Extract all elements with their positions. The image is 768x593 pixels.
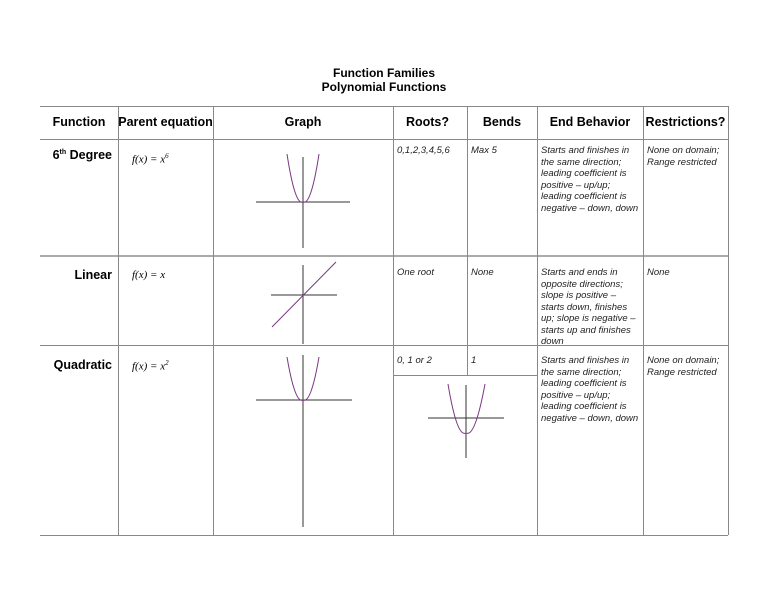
bends-value: Max 5	[471, 145, 497, 156]
header-roots: Roots?	[405, 115, 449, 129]
document-title: Function Families	[332, 66, 435, 80]
exponent: 2	[165, 359, 169, 367]
linear-graph	[271, 262, 337, 344]
header-restrictions: Restrictions?	[645, 115, 726, 129]
equation-text: f(x) = x	[132, 360, 166, 373]
document-subtitle: Polynomial Functions	[321, 80, 447, 94]
restrictions-text: None on domain; Range restricted	[647, 355, 720, 378]
bends-value: 1	[471, 355, 477, 366]
header-bends: Bends	[482, 115, 522, 129]
roots-value: One root	[397, 267, 434, 278]
header-parent-equation: Parent equation	[118, 115, 213, 129]
function-degree: 6	[52, 148, 60, 162]
function-name: Linear	[74, 268, 112, 282]
superscript: th	[59, 148, 67, 156]
roots-value: 0, 1 or 2	[397, 355, 432, 366]
shifted-quadratic-graph	[428, 384, 504, 458]
quadratic-graph	[256, 355, 352, 527]
header-function: Function	[52, 115, 106, 129]
equation-text: f(x) = x	[132, 153, 166, 166]
function-name: Quadratic	[53, 358, 112, 372]
roots-value: 0,1,2,3,4,5,6	[397, 145, 450, 156]
restrictions-text: None on domain; Range restricted	[647, 145, 720, 168]
header-graph: Graph	[284, 115, 322, 129]
sixth-degree-graph	[256, 154, 350, 248]
end-behavior-text: Starts and finishes in the same direction; leading coefficient is positive – up/up; leading coefficient is negative – down, down	[541, 145, 639, 214]
header-end-behavior: End Behavior	[549, 115, 631, 129]
end-behavior-text: Starts and ends in opposite directions; slope is positive – starts down, finishes up; slope is negative – starts up and finishes down	[541, 267, 636, 347]
bends-value: None	[471, 267, 494, 278]
parent-equation: f(x) = x	[132, 269, 166, 281]
function-label: Degree	[66, 148, 112, 162]
restrictions-text: None	[647, 267, 670, 278]
end-behavior-text: Starts and finishes in the same direction; leading coefficient is positive – up/up; leading coefficient is negative – down, down	[541, 355, 639, 424]
exponent: 6	[165, 152, 169, 160]
